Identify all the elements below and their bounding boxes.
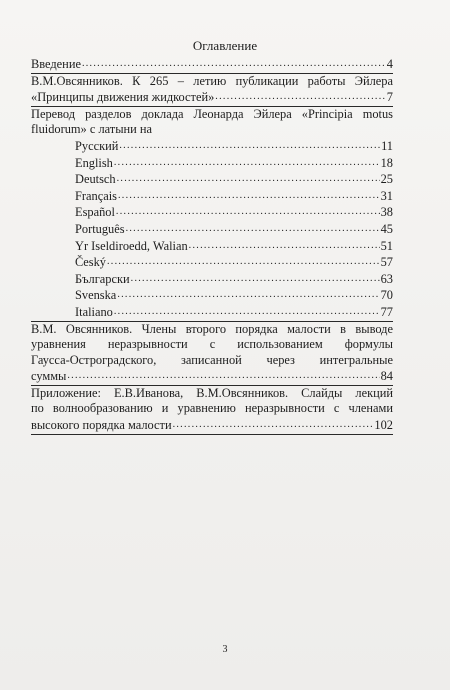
toc-page-number: 45 — [380, 221, 393, 236]
dot-leader — [116, 203, 380, 220]
toc-page-number: 102 — [374, 418, 393, 433]
dot-leader — [131, 270, 380, 287]
language-name: English — [75, 155, 113, 170]
dot-leader — [173, 416, 374, 433]
toc-language-item[interactable] — [75, 287, 393, 304]
toc-language-item[interactable] — [75, 254, 393, 271]
toc-leader-line — [31, 56, 393, 73]
toc-page-number: 7 — [386, 90, 393, 105]
toc-entry-euler-anniversary[interactable] — [31, 74, 393, 107]
dot-leader — [117, 170, 380, 187]
toc-page-number: 4 — [386, 57, 393, 71]
toc-title: Оглавление — [192, 38, 258, 53]
dot-leader — [114, 154, 380, 171]
toc-entry-text: по волнообразованию и уравнению неразрывности с членами — [31, 401, 393, 416]
toc-page-number: 57 — [380, 255, 393, 270]
toc-page-number: 18 — [380, 155, 393, 170]
toc-entry-text: суммы — [31, 369, 67, 384]
toc-entry-text: В.М. Овсянников. Члены второго порядка малости в выводе — [31, 321, 393, 336]
toc-page-number: 51 — [380, 238, 393, 253]
dot-leader — [82, 55, 386, 72]
toc-entry-text: Перевод разделов доклада Леонарда Эйлера «Principia motus — [31, 106, 393, 121]
toc-language-item[interactable] — [75, 188, 393, 205]
toc-page-number: 11 — [381, 138, 393, 153]
toc-language-item[interactable] — [75, 204, 393, 221]
toc-page-number: 38 — [380, 205, 393, 220]
toc-page-number: 70 — [380, 288, 393, 303]
language-name: Yr Iseldiroedd, Walian — [75, 238, 188, 253]
language-list — [31, 138, 393, 322]
toc-language-item[interactable] — [75, 304, 393, 321]
toc-leader-line — [31, 89, 393, 106]
language-name: Português — [75, 221, 125, 236]
toc-entry-text: Приложение: Е.В.Иванова, В.М.Овсянников. Слайды лекций — [31, 385, 393, 400]
language-name: Český — [75, 255, 106, 270]
dot-leader — [189, 237, 380, 254]
toc-page-number: 25 — [380, 172, 393, 187]
dot-leader — [107, 253, 380, 270]
dot-leader — [114, 303, 380, 320]
toc-page-number: 31 — [380, 188, 393, 203]
language-name: Italiano — [75, 304, 113, 319]
toc-entry-text: Гаусса-Остроградского, записанной через интегральные — [31, 352, 393, 367]
toc-entry-appendix[interactable] — [31, 386, 393, 435]
dot-leader — [117, 286, 379, 303]
toc-language-item[interactable] — [75, 271, 393, 288]
dot-leader — [119, 137, 380, 154]
toc-entry-text: высокого порядка малости — [31, 418, 172, 433]
toc-entry-text: «Принципы движения жидкостей» — [31, 90, 215, 105]
toc-leader-line — [31, 368, 393, 385]
toc-entry-introduction[interactable] — [31, 56, 393, 74]
toc-page-number: 77 — [380, 304, 393, 319]
toc-page-number: 84 — [380, 369, 393, 384]
dot-leader — [215, 88, 386, 105]
dot-leader — [67, 367, 379, 384]
toc-language-item[interactable] — [75, 155, 393, 172]
toc-language-item[interactable] — [75, 238, 393, 255]
toc-language-item[interactable] — [75, 171, 393, 188]
toc-language-item[interactable] — [75, 138, 393, 155]
language-name: Français — [75, 188, 117, 203]
language-name: Български — [75, 271, 130, 286]
toc-entry-text: Введение — [31, 57, 81, 71]
dot-leader — [126, 220, 380, 237]
toc-page-number: 63 — [380, 271, 393, 286]
toc-entry-translations[interactable] — [31, 107, 393, 138]
toc-entry-text: fluidorum» с латыни на — [31, 122, 153, 137]
language-name: Русский — [75, 138, 119, 153]
toc-entry-text: уравнения неразрывности с использованием формулы — [31, 337, 393, 352]
toc-leader-line — [31, 417, 393, 434]
toc-language-item[interactable] — [75, 221, 393, 238]
page-number: 3 — [222, 644, 228, 655]
table-of-contents — [31, 56, 393, 435]
toc-entry-second-order-terms[interactable] — [31, 322, 393, 386]
toc-entry-text: В.М.Овсянников. К 265 – летию публикации работы Эйлера — [31, 73, 393, 88]
dot-leader — [118, 187, 380, 204]
language-name: Svenska — [75, 288, 117, 303]
language-name: Deutsch — [75, 172, 116, 187]
language-name: Español — [75, 205, 115, 220]
